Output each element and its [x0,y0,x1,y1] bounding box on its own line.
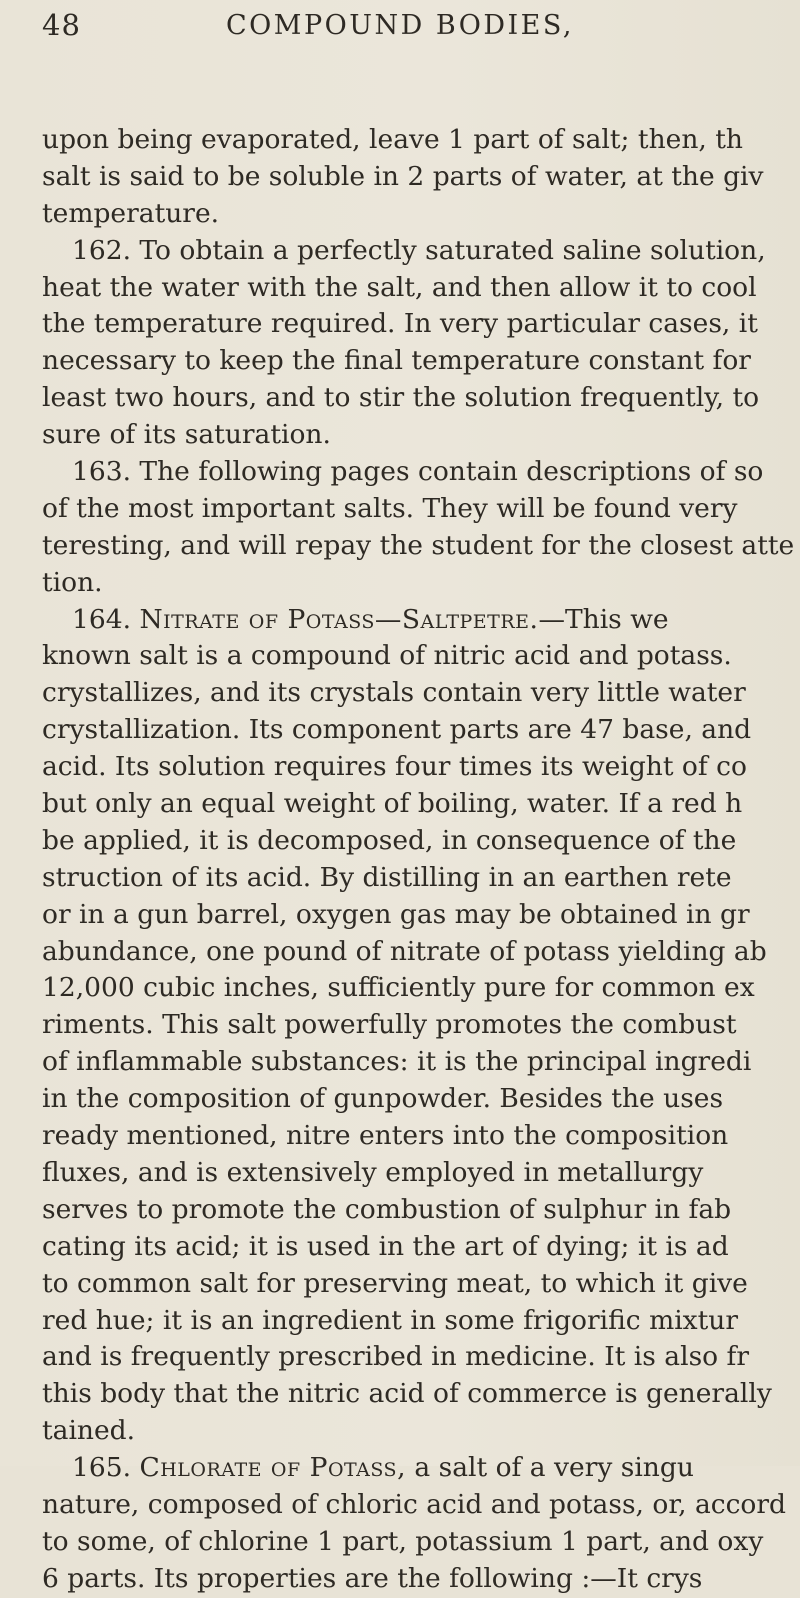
text-line-content [72,454,763,491]
line-text: 163. The following pages contain descriptions of so [72,456,764,488]
line-text: serves to promote the combustion of sulphur in fab [42,1193,732,1225]
line-text: to common salt for preserving meat, to which it give [42,1267,748,1299]
line-text: to some, of chlorine 1 part, potassium 1 part, and oxy [42,1525,764,1557]
line-text: be applied, it is decomposed, in consequence of the [42,824,737,856]
line-text: struction of its acid. By distilling in an earthen rete [42,861,732,893]
text-line-content [42,380,759,417]
text-line-content [42,1044,751,1081]
text-line [0,565,800,602]
text-line [0,1229,800,1266]
line-text: of the most important salts. They will be found very [42,492,738,524]
line-text: heat the water with the salt, and then allow it to cool [42,271,757,303]
line-text: this body that the nitric acid of commerce is generally [42,1378,772,1410]
text-line-content [42,122,743,159]
running-title: COMPOUND BODIES, [226,10,574,41]
text-line-content [72,602,669,639]
text-line-content [42,860,732,897]
line-text: necessary to keep the final temperature constant for [42,345,751,377]
text-line-content [42,1007,737,1044]
text-line [0,1155,800,1192]
text-line [0,1081,800,1118]
text-line-content [42,1229,729,1266]
text-line-content [42,1266,748,1303]
line-text-rest: a salt of a very singu [406,1452,694,1484]
text-line-content [42,786,742,823]
text-line [0,270,800,307]
line-text: salt is said to be soluble in 2 parts of water, at the giv [42,160,764,192]
text-line [0,1376,800,1413]
text-line [0,712,800,749]
line-text: teresting, and will repay the student for the closest atte [42,529,795,561]
text-line [0,159,800,196]
text-line [0,786,800,823]
text-line [0,602,800,639]
line-text: 6 parts. Its properties are the following :—It crys [42,1562,703,1594]
text-line-content [42,712,751,749]
text-line-content [72,233,766,270]
line-text: sure of its saturation. [42,419,331,451]
line-text: crystallization. Its component parts are 47 base, and [42,714,752,746]
line-text: crystallizes, and its crystals contain very little water [42,677,746,709]
text-line-content [42,159,764,196]
line-text: 12,000 cubic inches, sufficiently pure for common ex [42,972,755,1004]
line-text-rest: —This we [538,603,669,635]
text-line-content [42,823,736,860]
line-text: nature, composed of chloric acid and potass, or, accord [42,1488,787,1520]
line-text: ready mentioned, nitre enters into the composition [42,1120,729,1152]
text-line [0,1303,800,1340]
text-line-content [42,1155,703,1192]
text-line-content [72,1450,694,1487]
text-line-content [42,270,757,307]
line-text: of inflammable substances: it is the principal ingredi [42,1046,752,1078]
text-line [0,934,800,971]
text-line-content [42,897,750,934]
page-number: 48 [42,8,81,42]
text-line [0,638,800,675]
line-text: and is frequently prescribed in medicine. It is also fr [42,1341,750,1373]
line-text: tion. [42,566,103,598]
line-text: or in a gun barrel, oxygen gas may be obtained in gr [42,898,750,930]
text-line-content [42,1339,749,1376]
page-header [0,8,800,52]
line-text: red hue; it is an ingredient in some frigorific mixtur [42,1304,739,1336]
line-text: 164. [72,603,140,635]
text-line-content [42,1192,731,1229]
text-line [0,343,800,380]
text-line [0,196,800,233]
text-line-content [42,196,219,233]
text-line [0,1192,800,1229]
line-text: but only an equal weight of boiling, water. If a red h [42,788,743,820]
text-line-content [42,565,103,602]
text-line-content [42,1524,763,1561]
text-line-content [42,1303,738,1340]
text-line-content [42,1561,702,1598]
text-line-content [42,491,738,528]
text-line-content [42,638,732,675]
text-line [0,380,800,417]
text-line [0,970,800,1007]
text-line-content [42,1487,786,1524]
line-text: temperature. [42,197,220,229]
line-text: in the composition of gunpowder. Besides the uses [42,1083,724,1115]
text-line [0,306,800,343]
text-line [0,1044,800,1081]
text-line-content [42,343,751,380]
line-text: cating its acid; it is used in the art of dying; it is ad [42,1230,729,1262]
small-caps-heading: Chlorate of Potass, [139,1452,406,1484]
text-line [0,1266,800,1303]
line-text: 162. To obtain a perfectly saturated saline solution, [72,234,766,266]
text-line-content [42,528,794,565]
text-line [0,417,800,454]
text-line [0,823,800,860]
text-line [0,749,800,786]
line-text: riments. This salt powerfully promotes the combust [42,1009,737,1041]
text-line [0,528,800,565]
text-line [0,1450,800,1487]
text-line [0,1524,800,1561]
text-line-content [42,306,758,343]
text-line-content [42,1376,772,1413]
line-text: acid. Its solution requires four times its weight of co [42,751,747,783]
text-line-content [42,1118,728,1155]
text-line [0,897,800,934]
text-line-content [42,417,331,454]
text-line [0,1007,800,1044]
line-text: the temperature required. In very particular cases, it [42,308,758,340]
text-line [0,1487,800,1524]
text-line [0,1413,800,1450]
line-text: 165. [72,1452,140,1484]
line-text: abundance, one pound of nitrate of potass yielding ab [42,935,767,967]
text-line [0,860,800,897]
line-text: known salt is a compound of nitric acid and potass. [42,640,732,672]
text-line [0,1339,800,1376]
text-line-content [42,675,746,712]
line-text: fluxes, and is extensively employed in metallurgy [42,1156,704,1188]
text-line [0,1561,800,1598]
text-line [0,491,800,528]
text-line [0,233,800,270]
text-line [0,1118,800,1155]
small-caps-heading: Nitrate of Potass—Saltpetre. [139,603,539,635]
text-line-content [42,970,755,1007]
text-line-content [42,749,747,786]
line-text: tained. [42,1415,136,1447]
body-text [0,122,800,1598]
text-line-content [42,1413,135,1450]
text-line [0,454,800,491]
text-line [0,122,800,159]
text-line-content [42,1081,723,1118]
line-text: upon being evaporated, leave 1 part of salt; then, th [42,124,743,155]
text-line [0,675,800,712]
line-text: least two hours, and to stir the solution frequently, to [42,382,760,414]
text-line-content [42,934,767,971]
